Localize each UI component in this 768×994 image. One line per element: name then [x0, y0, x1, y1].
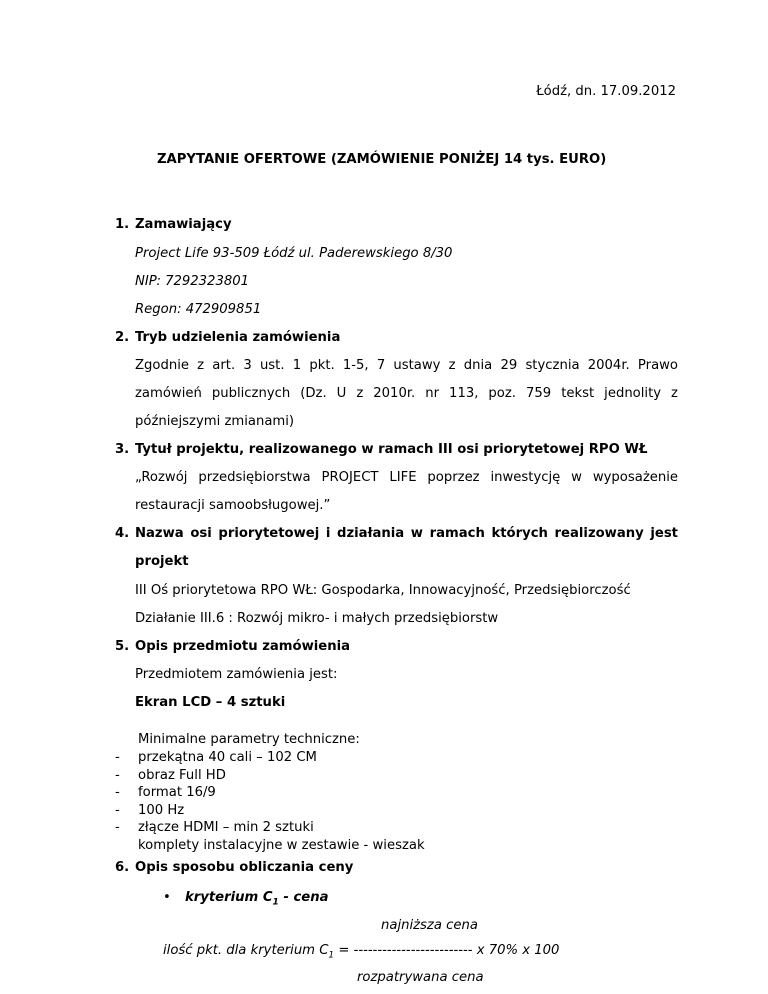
spec-title: Minimalne parametry techniczne: [138, 732, 360, 747]
section-3-line-2: restauracji samoobsługowej.” [135, 498, 331, 513]
section-2-title: Tryb udzielenia zamówienia [135, 330, 341, 345]
section-4-number: 4. [115, 526, 130, 541]
formula-denominator: rozpatrywana cena [357, 970, 484, 985]
spec-item: złącze HDMI – min 2 sztuki [138, 820, 314, 835]
spec-item: 100 Hz [138, 802, 185, 818]
contractor-address: Project Life 93-509 Łódź ul. Paderewskiego 8/30 [135, 246, 453, 261]
spec-item: obraz Full HD [138, 767, 226, 783]
section-5-number: 5. [115, 639, 130, 654]
spec-dash: - [115, 820, 120, 835]
section-6-number: 6. [115, 860, 130, 875]
formula-main: ilość pkt. dla kryterium $C_1$ = ------------------------- x 70% x 100 [163, 943, 560, 961]
section-2-line-1: Zgodnie z art. 3 ust. 1 pkt. 1-5, 7 ustawy z dnia 29 stycznia 2004r. Prawo [135, 358, 678, 373]
bullet: • [163, 890, 171, 905]
section-4-line-2: Działanie III.6 : Rozwój mikro- i małych przedsiębiorstw [135, 611, 499, 626]
document-date: Łódź, dn. 17.09.2012 [536, 84, 676, 99]
spec-dash: - [115, 785, 120, 800]
contractor-nip: NIP: 7292323801 [135, 274, 250, 289]
document-title: ZAPYTANIE OFERTOWE (ZAMÓWIENIE PONIŻEJ 14 tys. EURO) [157, 152, 607, 167]
spec-dash: - [115, 802, 120, 818]
section-4-title-line-2: projekt [135, 554, 189, 569]
section-3-title: Tytuł projektu, realizowanego w ramach III osi priorytetowej RPO WŁ [135, 442, 648, 457]
contractor-regon: Regon: 472909851 [135, 302, 262, 317]
order-item: Ekran LCD – 4 sztuki [135, 695, 286, 710]
spec-dash: - [115, 750, 120, 765]
section-2-number: 2. [115, 330, 130, 345]
section-2-line-3: późniejszymi zmianami) [135, 414, 295, 429]
section-4-title-line-1: Nazwa osi priorytetowej i działania w ramach których realizowany jest [135, 526, 678, 541]
section-1-number: 1. [115, 217, 130, 232]
spec-item: komplety instalacyjne w zestawie - wieszak [138, 837, 425, 853]
formula-numerator: najniższa cena [381, 918, 478, 933]
criterion-label: kryterium $C_1$ - cena [185, 890, 329, 908]
section-6-title: Opis sposobu obliczania ceny [135, 860, 354, 875]
section-1-title: Zamawiający [135, 217, 232, 232]
section-2-line-2: zamówień publicznych (Dz. U z 2010r. nr 113, poz. 759 tekst jednolity z [135, 386, 678, 401]
spec-item: przekątna 40 cali – 102 CM [138, 750, 317, 765]
spec-dash: - [115, 767, 120, 783]
section-3-number: 3. [115, 442, 130, 457]
section-4-line-1: III Oś priorytetowa RPO WŁ: Gospodarka, Innowacyjność, Przedsiębiorczość [135, 583, 631, 598]
section-3-line-1: „Rozwój przedsiębiorstwa PROJECT LIFE poprzez inwestycję w wyposażenie [135, 470, 678, 485]
section-5-line-1: Przedmiotem zamówienia jest: [135, 667, 338, 682]
spec-item: format 16/9 [138, 785, 216, 800]
section-5-title: Opis przedmiotu zamówienia [135, 639, 351, 654]
